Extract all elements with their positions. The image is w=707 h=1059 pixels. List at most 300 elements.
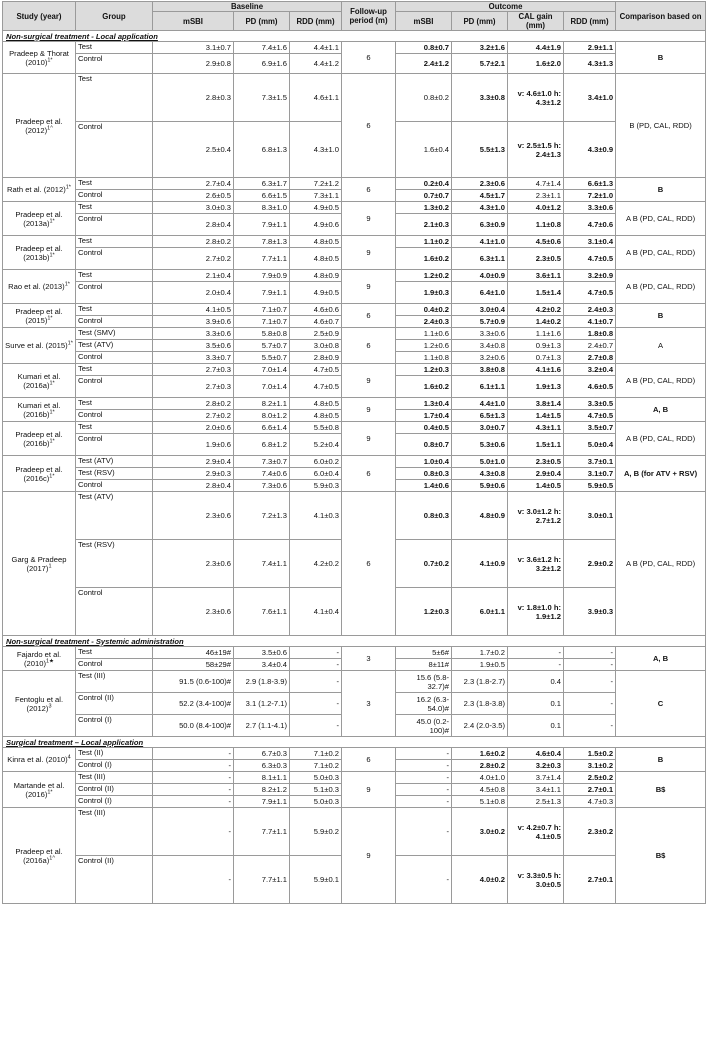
baseline-msbi-cell: 3.9±0.6: [153, 316, 234, 328]
baseline-msbi-cell: 2.6±0.5: [153, 190, 234, 202]
baseline-rdd-cell: -: [290, 715, 342, 737]
table-row: [3, 364, 706, 376]
outcome-rdd-cell: -: [564, 693, 616, 715]
comparison-cell: A B (PD, CAL, RDD): [616, 492, 706, 636]
baseline-pd-cell: 8.2±1.1: [234, 398, 290, 410]
table-row: [3, 236, 706, 248]
group-cell: Test: [76, 304, 153, 316]
baseline-msbi-cell: 2.9±0.3: [153, 468, 234, 480]
table-row: [3, 772, 706, 784]
section-title: Non-surgical treatment - Local application: [3, 31, 706, 42]
baseline-pd-cell: 7.3±0.6: [234, 480, 290, 492]
outcome-msbi-cell: -: [396, 796, 452, 808]
group-cell: Control: [76, 376, 153, 398]
group-cell: Control: [76, 122, 153, 178]
study-reference-mark: 1*: [47, 788, 53, 795]
outcome-rdd-cell: 2.7±0.1: [564, 856, 616, 904]
outcome-rdd-cell: 3.9±0.3: [564, 588, 616, 636]
study-name: Rath et al. (2012): [7, 185, 66, 194]
baseline-msbi-cell: 58±29#: [153, 659, 234, 671]
outcome-rdd-cell: 4.3±1.3: [564, 54, 616, 74]
baseline-msbi-cell: 2.7±0.3: [153, 364, 234, 376]
group-cell: Test: [76, 236, 153, 248]
col-outcome-pd: PD (mm): [452, 12, 508, 31]
study-name: Kumari et al. (2016b): [17, 400, 61, 419]
outcome-pd-cell: 4.0±0.2: [452, 856, 508, 904]
baseline-pd-cell: 7.2±1.3: [234, 492, 290, 540]
outcome-rdd-cell: 3.3±0.6: [564, 202, 616, 214]
baseline-rdd-cell: -: [290, 671, 342, 693]
baseline-pd-cell: 8.3±1.0: [234, 202, 290, 214]
baseline-pd-cell: 7.4±1.1: [234, 540, 290, 588]
study-reference-mark: 1*: [49, 437, 55, 444]
outcome-cal-cell: 2.3±0.5: [508, 456, 564, 468]
study-name: Garg & Pradeep (2017): [11, 554, 67, 573]
outcome-msbi-cell: 0.4±0.2: [396, 304, 452, 316]
outcome-pd-cell: 4.8±0.9: [452, 492, 508, 540]
outcome-msbi-cell: 1.2±0.3: [396, 588, 452, 636]
baseline-rdd-cell: 2.8±0.9: [290, 352, 342, 364]
group-cell: Control: [76, 214, 153, 236]
col-study: Study (year): [3, 2, 76, 31]
study-name: Rao et al. (2013): [8, 282, 65, 291]
outcome-msbi-cell: 2.4±0.3: [396, 316, 452, 328]
outcome-cal-cell: 3.8±1.4: [508, 398, 564, 410]
outcome-pd-cell: 4.3±1.0: [452, 202, 508, 214]
outcome-msbi-cell: 0.8±0.7: [396, 42, 452, 54]
outcome-cal-cell: 3.4±1.1: [508, 784, 564, 796]
baseline-msbi-cell: 3.1±0.7: [153, 42, 234, 54]
baseline-rdd-cell: 7.3±1.1: [290, 190, 342, 202]
comparison-cell: B: [616, 748, 706, 772]
baseline-pd-cell: 6.7±0.3: [234, 748, 290, 760]
followup-cell: 9: [342, 422, 396, 456]
study-reference-mark: 3: [48, 702, 52, 709]
baseline-rdd-cell: 4.9±0.5: [290, 202, 342, 214]
outcome-pd-cell: 5.1±0.8: [452, 796, 508, 808]
col-baseline-rdd: RDD (mm): [290, 12, 342, 31]
baseline-msbi-cell: 2.5±0.4: [153, 122, 234, 178]
table-row: [3, 456, 706, 468]
baseline-rdd-cell: 7.2±1.2: [290, 178, 342, 190]
group-cell: Test: [76, 74, 153, 122]
group-cell: Control: [76, 282, 153, 304]
baseline-msbi-cell: -: [153, 784, 234, 796]
table-row: [3, 492, 706, 540]
outcome-rdd-cell: 1.8±0.8: [564, 328, 616, 340]
baseline-rdd-cell: 7.1±0.2: [290, 748, 342, 760]
outcome-rdd-cell: 7.2±1.0: [564, 190, 616, 202]
table-row: [3, 270, 706, 282]
outcome-msbi-cell: 1.3±0.4: [396, 398, 452, 410]
outcome-rdd-cell: -: [564, 647, 616, 659]
outcome-pd-cell: 3.3±0.6: [452, 328, 508, 340]
outcome-pd-cell: 6.3±1.1: [452, 248, 508, 270]
followup-cell: 6: [342, 74, 396, 178]
baseline-rdd-cell: -: [290, 693, 342, 715]
outcome-cal-cell: v: 1.8±1.0 h: 1.9±1.2: [508, 588, 564, 636]
baseline-rdd-cell: 4.4±1.2: [290, 54, 342, 74]
study-reference-mark: 1*: [49, 408, 55, 415]
outcome-pd-cell: 2.8±0.2: [452, 760, 508, 772]
baseline-msbi-cell: 2.8±0.3: [153, 74, 234, 122]
outcome-pd-cell: 3.0±0.7: [452, 422, 508, 434]
outcome-cal-cell: v: 4.2±0.7 h: 4.1±0.5: [508, 808, 564, 856]
outcome-rdd-cell: 3.1±0.2: [564, 760, 616, 772]
baseline-rdd-cell: 4.6±0.6: [290, 304, 342, 316]
baseline-rdd-cell: 5.9±0.2: [290, 808, 342, 856]
baseline-pd-cell: 7.1±0.7: [234, 304, 290, 316]
outcome-rdd-cell: -: [564, 671, 616, 693]
comparison-cell: B$: [616, 772, 706, 808]
outcome-rdd-cell: 4.3±0.9: [564, 122, 616, 178]
outcome-msbi-cell: 0.8±0.3: [396, 468, 452, 480]
comparison-cell: A, B (for ATV + RSV): [616, 456, 706, 492]
outcome-cal-cell: 2.5±1.3: [508, 796, 564, 808]
outcome-rdd-cell: 2.7±0.8: [564, 352, 616, 364]
outcome-pd-cell: 3.2±1.6: [452, 42, 508, 54]
outcome-pd-cell: 3.4±0.8: [452, 340, 508, 352]
outcome-rdd-cell: 1.5±0.2: [564, 748, 616, 760]
outcome-cal-cell: 1.1±1.6: [508, 328, 564, 340]
study-name: Martande et al. (2016): [13, 780, 65, 799]
outcome-rdd-cell: 3.1±0.7: [564, 468, 616, 480]
comparison-cell: B$: [616, 808, 706, 904]
outcome-pd-cell: 1.9±0.5: [452, 659, 508, 671]
outcome-msbi-cell: 1.6±0.4: [396, 122, 452, 178]
baseline-pd-cell: 7.9±1.1: [234, 796, 290, 808]
outcome-cal-cell: 1.1±0.8: [508, 214, 564, 236]
table-row: [3, 398, 706, 410]
baseline-pd-cell: 5.8±0.8: [234, 328, 290, 340]
outcome-cal-cell: 3.2±0.3: [508, 760, 564, 772]
baseline-pd-cell: 7.1±0.7: [234, 316, 290, 328]
outcome-msbi-cell: 1.6±0.2: [396, 248, 452, 270]
table-row: [3, 328, 706, 340]
baseline-pd-cell: 7.8±1.3: [234, 236, 290, 248]
outcome-pd-cell: 4.5±0.8: [452, 784, 508, 796]
outcome-cal-cell: 4.7±1.4: [508, 178, 564, 190]
outcome-cal-cell: -: [508, 659, 564, 671]
study-name: Surve et al. (2015): [5, 341, 68, 350]
outcome-cal-cell: 3.7±1.4: [508, 772, 564, 784]
study-reference-mark: 1*: [64, 281, 70, 288]
baseline-pd-cell: 7.9±1.1: [234, 282, 290, 304]
outcome-cal-cell: 4.5±0.6: [508, 236, 564, 248]
outcome-msbi-cell: -: [396, 760, 452, 772]
baseline-msbi-cell: 2.1±0.4: [153, 270, 234, 282]
group-cell: Control: [76, 588, 153, 636]
outcome-rdd-cell: 3.3±0.5: [564, 398, 616, 410]
comparison-cell: A, B: [616, 398, 706, 422]
comparison-cell: C: [616, 671, 706, 737]
outcome-pd-cell: 2.3±0.6: [452, 178, 508, 190]
baseline-rdd-cell: 5.9±0.3: [290, 480, 342, 492]
baseline-pd-cell: 8.1±1.1: [234, 772, 290, 784]
followup-cell: 9: [342, 772, 396, 808]
outcome-cal-cell: 4.2±0.2: [508, 304, 564, 316]
study-cell: [3, 808, 76, 904]
outcome-msbi-cell: 0.8±0.2: [396, 74, 452, 122]
study-reference-mark: 1^: [47, 124, 53, 131]
baseline-msbi-cell: 2.8±0.2: [153, 398, 234, 410]
comparison-cell: A B (PD, CAL, RDD): [616, 422, 706, 456]
outcome-cal-cell: 4.0±1.2: [508, 202, 564, 214]
group-cell: Test: [76, 42, 153, 54]
outcome-msbi-cell: -: [396, 748, 452, 760]
outcome-cal-cell: 0.1: [508, 715, 564, 737]
outcome-pd-cell: 4.5±1.7: [452, 190, 508, 202]
outcome-pd-cell: 6.1±1.1: [452, 376, 508, 398]
outcome-pd-cell: 3.2±0.6: [452, 352, 508, 364]
study-cell: [3, 422, 76, 456]
outcome-msbi-cell: 0.8±0.7: [396, 434, 452, 456]
outcome-pd-cell: 2.3 (1.8-2.7): [452, 671, 508, 693]
outcome-msbi-cell: 1.2±0.6: [396, 340, 452, 352]
study-name: Fentoglu et al. (2012): [14, 694, 64, 713]
study-name: Pradeep et al. (2016b): [15, 429, 63, 448]
group-cell: Control: [76, 480, 153, 492]
group-cell: Test (ATV): [76, 340, 153, 352]
outcome-rdd-cell: -: [564, 715, 616, 737]
outcome-pd-cell: 3.0±0.4: [452, 304, 508, 316]
section-header-row: [3, 31, 706, 42]
outcome-pd-cell: 4.1±1.0: [452, 236, 508, 248]
study-cell: [3, 304, 76, 328]
outcome-rdd-cell: 2.9±0.2: [564, 540, 616, 588]
outcome-msbi-cell: 1.1±0.6: [396, 328, 452, 340]
outcome-rdd-cell: 2.3±0.2: [564, 808, 616, 856]
group-cell: Control (II): [76, 856, 153, 904]
baseline-pd-cell: 2.7 (1.1-4.1): [234, 715, 290, 737]
outcome-rdd-cell: 3.0±0.1: [564, 492, 616, 540]
outcome-cal-cell: v: 3.6±1.2 h: 3.2±1.2: [508, 540, 564, 588]
baseline-msbi-cell: 2.3±0.6: [153, 492, 234, 540]
baseline-msbi-cell: 1.9±0.6: [153, 434, 234, 456]
baseline-rdd-cell: -: [290, 659, 342, 671]
baseline-msbi-cell: 2.0±0.6: [153, 422, 234, 434]
col-comparison: Comparison based on: [616, 2, 706, 31]
outcome-cal-cell: 1.9±1.3: [508, 376, 564, 398]
table-row: [3, 42, 706, 54]
outcome-pd-cell: 4.3±0.8: [452, 468, 508, 480]
baseline-rdd-cell: 4.7±0.5: [290, 364, 342, 376]
baseline-rdd-cell: 5.5±0.8: [290, 422, 342, 434]
baseline-pd-cell: 7.4±1.6: [234, 42, 290, 54]
outcome-rdd-cell: 2.9±1.1: [564, 42, 616, 54]
outcome-msbi-cell: 1.7±0.4: [396, 410, 452, 422]
baseline-pd-cell: 6.3±0.3: [234, 760, 290, 772]
baseline-rdd-cell: 5.2±0.4: [290, 434, 342, 456]
baseline-msbi-cell: 91.5 (0.6-100)#: [153, 671, 234, 693]
baseline-pd-cell: 3.1 (1.2-7.1): [234, 693, 290, 715]
table-row: [3, 304, 706, 316]
outcome-rdd-cell: 4.7±0.6: [564, 214, 616, 236]
outcome-cal-cell: v: 2.5±1.5 h: 2.4±1.3: [508, 122, 564, 178]
section-title: Surgical treatment – Local application: [3, 737, 706, 748]
outcome-pd-cell: 6.4±1.0: [452, 282, 508, 304]
outcome-cal-cell: 3.6±1.1: [508, 270, 564, 282]
baseline-pd-cell: 3.4±0.4: [234, 659, 290, 671]
baseline-msbi-cell: 3.3±0.6: [153, 328, 234, 340]
outcome-rdd-cell: 2.7±0.1: [564, 784, 616, 796]
outcome-cal-cell: -: [508, 647, 564, 659]
outcome-pd-cell: 5.5±1.3: [452, 122, 508, 178]
group-cell: Test: [76, 398, 153, 410]
baseline-msbi-cell: 2.7±0.2: [153, 248, 234, 270]
outcome-cal-cell: 0.1: [508, 693, 564, 715]
followup-cell: 9: [342, 236, 396, 270]
outcome-rdd-cell: 5.9±0.5: [564, 480, 616, 492]
baseline-pd-cell: 7.6±1.1: [234, 588, 290, 636]
baseline-msbi-cell: 2.0±0.4: [153, 282, 234, 304]
outcome-msbi-cell: 15.6 (5.8-32.7)#: [396, 671, 452, 693]
study-reference-mark: 1*: [65, 184, 71, 191]
study-reference-mark: 1*: [67, 340, 73, 347]
outcome-msbi-cell: 1.1±0.8: [396, 352, 452, 364]
study-cell: [3, 647, 76, 671]
group-cell: Test (III): [76, 772, 153, 784]
table-row: [3, 202, 706, 214]
group-cell: Control: [76, 410, 153, 422]
study-reference-mark: 1*: [49, 472, 55, 479]
study-cell: [3, 202, 76, 236]
study-reference-mark: 1^: [49, 854, 55, 861]
followup-cell: 6: [342, 42, 396, 74]
outcome-pd-cell: 6.5±1.3: [452, 410, 508, 422]
group-cell: Test (ATV): [76, 456, 153, 468]
study-reference-mark: 1*: [49, 217, 55, 224]
study-reference-mark: 1*: [47, 56, 53, 63]
comparison-cell: A: [616, 328, 706, 364]
baseline-msbi-cell: 2.8±0.4: [153, 480, 234, 492]
baseline-pd-cell: 6.3±1.7: [234, 178, 290, 190]
baseline-pd-cell: 8.2±1.2: [234, 784, 290, 796]
outcome-pd-cell: 4.0±0.9: [452, 270, 508, 282]
followup-cell: 3: [342, 671, 396, 737]
followup-cell: 9: [342, 364, 396, 398]
group-cell: Test: [76, 202, 153, 214]
outcome-msbi-cell: 0.4±0.5: [396, 422, 452, 434]
group-cell: Control (I): [76, 760, 153, 772]
outcome-pd-cell: 5.3±0.6: [452, 434, 508, 456]
col-outcome-cal: CAL gain (mm): [508, 12, 564, 31]
study-cell: [3, 328, 76, 364]
col-group: Group: [76, 2, 153, 31]
comparison-cell: A B (PD, CAL, RDD): [616, 202, 706, 236]
baseline-pd-cell: 7.9±0.9: [234, 270, 290, 282]
group-cell: Test (RSV): [76, 468, 153, 480]
study-cell: [3, 748, 76, 772]
study-reference-mark: 1*: [49, 379, 55, 386]
outcome-pd-cell: 5.7±2.1: [452, 54, 508, 74]
baseline-msbi-cell: 2.8±0.4: [153, 214, 234, 236]
baseline-msbi-cell: -: [153, 856, 234, 904]
outcome-cal-cell: 2.9±0.4: [508, 468, 564, 480]
outcome-msbi-cell: 1.6±0.2: [396, 376, 452, 398]
table-row: [3, 748, 706, 760]
followup-cell: 6: [342, 304, 396, 328]
baseline-rdd-cell: 4.4±1.1: [290, 42, 342, 54]
outcome-rdd-cell: 4.1±0.7: [564, 316, 616, 328]
col-followup: Follow-up period (m): [342, 2, 396, 31]
baseline-msbi-cell: -: [153, 796, 234, 808]
baseline-rdd-cell: 4.2±0.2: [290, 540, 342, 588]
outcome-rdd-cell: 3.2±0.4: [564, 364, 616, 376]
baseline-pd-cell: 7.4±0.6: [234, 468, 290, 480]
baseline-msbi-cell: 2.3±0.6: [153, 540, 234, 588]
outcome-cal-cell: 0.9±1.3: [508, 340, 564, 352]
study-cell: [3, 398, 76, 422]
outcome-cal-cell: 4.3±1.1: [508, 422, 564, 434]
baseline-rdd-cell: 5.9±0.1: [290, 856, 342, 904]
outcome-msbi-cell: 0.8±0.3: [396, 492, 452, 540]
outcome-msbi-cell: -: [396, 856, 452, 904]
outcome-msbi-cell: 1.2±0.2: [396, 270, 452, 282]
study-cell: [3, 42, 76, 74]
study-name: Pradeep et al. (2012): [15, 116, 63, 135]
baseline-msbi-cell: 50.0 (8.4-100)#: [153, 715, 234, 737]
baseline-rdd-cell: 4.1±0.4: [290, 588, 342, 636]
outcome-msbi-cell: 5±6#: [396, 647, 452, 659]
baseline-msbi-cell: 2.9±0.4: [153, 456, 234, 468]
baseline-rdd-cell: 6.0±0.2: [290, 456, 342, 468]
group-cell: Test: [76, 270, 153, 282]
outcome-cal-cell: 4.4±1.9: [508, 42, 564, 54]
comparison-cell: A B (PD, CAL, RDD): [616, 270, 706, 304]
outcome-rdd-cell: 3.1±0.4: [564, 236, 616, 248]
baseline-pd-cell: 7.7±1.1: [234, 856, 290, 904]
baseline-rdd-cell: 4.1±0.3: [290, 492, 342, 540]
study-reference-mark: 1: [48, 562, 52, 569]
baseline-pd-cell: 6.8±1.2: [234, 434, 290, 456]
baseline-pd-cell: 6.6±1.5: [234, 190, 290, 202]
baseline-rdd-cell: 4.6±0.7: [290, 316, 342, 328]
outcome-pd-cell: 4.0±1.0: [452, 772, 508, 784]
study-name: Kumari et al. (2016a): [17, 371, 61, 390]
group-cell: Test: [76, 178, 153, 190]
outcome-msbi-cell: 45.0 (0.2-100)#: [396, 715, 452, 737]
group-cell: Test: [76, 647, 153, 659]
followup-cell: 9: [342, 270, 396, 304]
study-name: Fajardo et al. (2010): [16, 649, 62, 668]
group-cell: Test (III): [76, 808, 153, 856]
outcome-pd-cell: 2.4 (2.0-3.5): [452, 715, 508, 737]
outcome-pd-cell: 1.6±0.2: [452, 748, 508, 760]
baseline-rdd-cell: 4.9±0.5: [290, 282, 342, 304]
baseline-rdd-cell: 4.6±1.1: [290, 74, 342, 122]
followup-cell: 9: [342, 398, 396, 422]
baseline-pd-cell: 7.3±1.5: [234, 74, 290, 122]
outcome-msbi-cell: 0.7±0.2: [396, 540, 452, 588]
baseline-pd-cell: 2.9 (1.8-3.9): [234, 671, 290, 693]
comparison-cell: B: [616, 42, 706, 74]
followup-cell: 6: [342, 748, 396, 772]
outcome-rdd-cell: -: [564, 659, 616, 671]
outcome-msbi-cell: 1.3±0.2: [396, 202, 452, 214]
outcome-cal-cell: 0.7±1.3: [508, 352, 564, 364]
outcome-rdd-cell: 6.6±1.3: [564, 178, 616, 190]
study-name: Pradeep et al. (2015): [15, 306, 63, 325]
group-cell: Control: [76, 248, 153, 270]
baseline-pd-cell: 6.9±1.6: [234, 54, 290, 74]
outcome-cal-cell: 1.4±0.2: [508, 316, 564, 328]
outcome-msbi-cell: 8±11#: [396, 659, 452, 671]
outcome-pd-cell: 3.0±0.2: [452, 808, 508, 856]
baseline-rdd-cell: 4.8±0.9: [290, 270, 342, 282]
baseline-msbi-cell: 2.3±0.6: [153, 588, 234, 636]
outcome-cal-cell: 2.3±0.5: [508, 248, 564, 270]
